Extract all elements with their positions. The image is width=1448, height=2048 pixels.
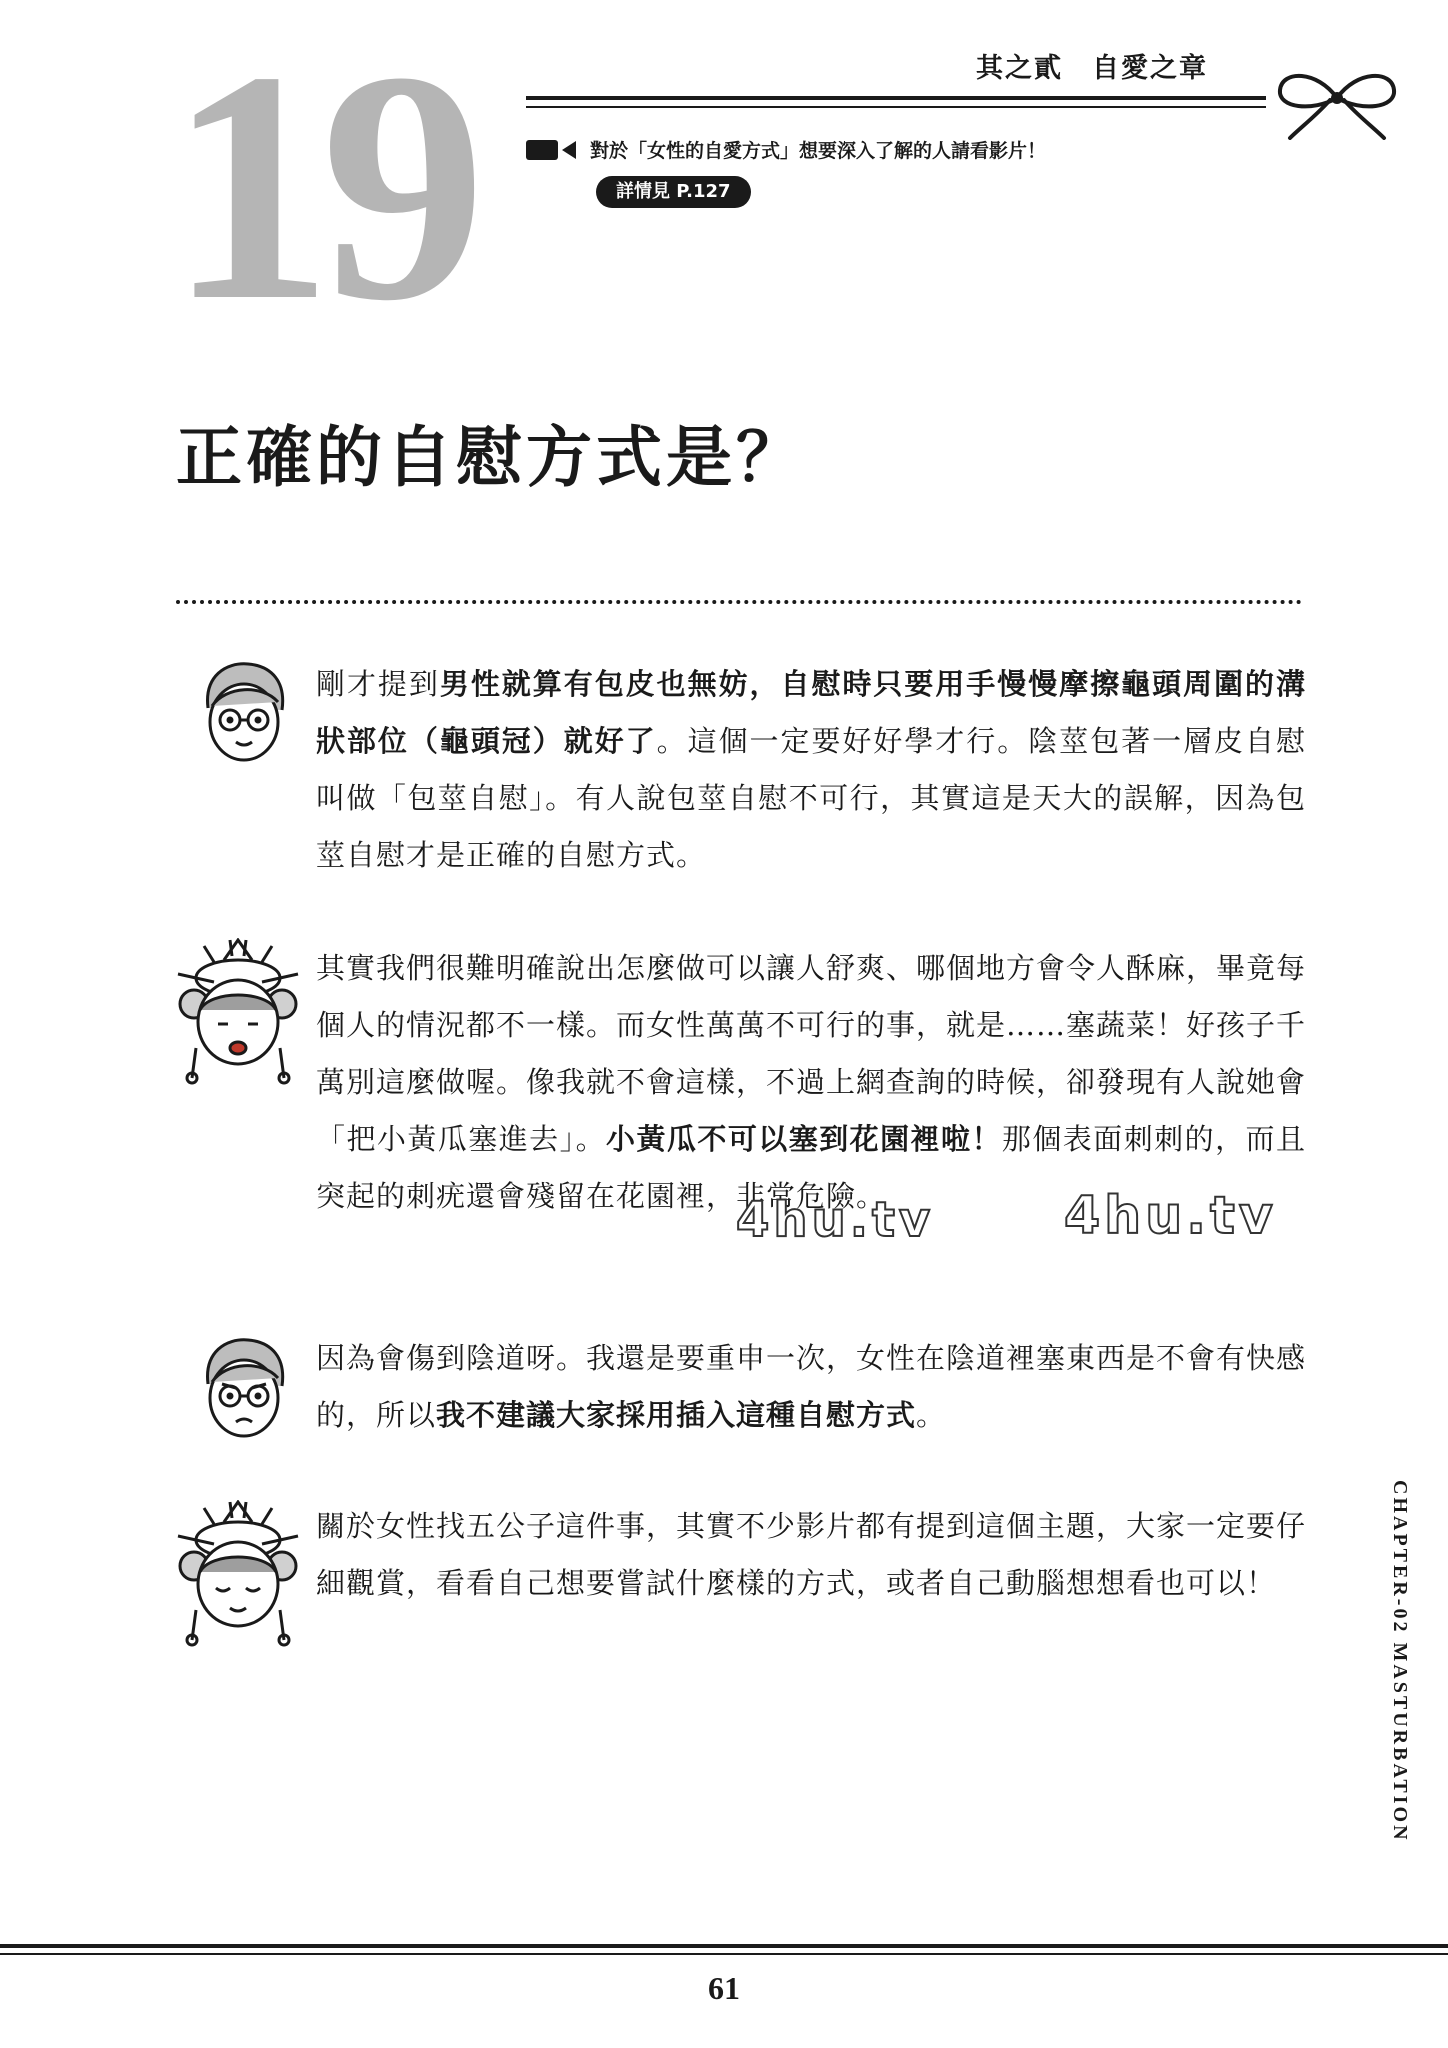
header-rule-thin — [526, 106, 1266, 108]
ribbon-bow-icon — [1272, 60, 1402, 140]
body-paragraph — [316, 1330, 1306, 1444]
watermark: 4hu.tv — [1064, 1186, 1277, 1246]
header-rule — [526, 96, 1266, 100]
chapter-number: 19 — [168, 4, 474, 369]
paragraph-emphasis: 我不建議大家採用插入這種自慰方式 — [436, 1398, 917, 1432]
watermark: 4hu.tv — [736, 1192, 935, 1248]
page-number: 61 — [708, 1970, 740, 2006]
man-with-glasses-avatar — [196, 656, 292, 766]
page-reference-badge: 詳情見 P.127 — [596, 176, 751, 208]
paragraph-text: 其實我們很難明確說出怎麼做可以讓人舒爽、哪個地方會令人酥麻，畢竟每個人的情況都不一樣。而女性萬萬不可行的事，就是……塞蔬菜！好孩子千萬別這麼做喔。像我就不會這樣，不過上網查詢的時候，卻發現有人說她會「把小黃瓜塞進去」。 — [316, 951, 1307, 1156]
paragraph-text: 。 — [916, 1398, 947, 1432]
body-paragraph — [316, 656, 1306, 884]
video-note: 對於「女性的自愛方式」想要深入了解的人請看影片！ — [590, 140, 1047, 162]
side-chapter-label: CHAPTER-02 MASTURBATION — [1389, 1480, 1411, 1843]
paragraph-text: 因為會傷到陰道呀。我還是要重申一次，女性在陰道裡塞東西是不會有快感的，所以 — [316, 1341, 1307, 1432]
woman-with-hair-ornament-avatar — [174, 938, 302, 1088]
paragraph-text: 剛才提到 — [316, 667, 440, 701]
body-paragraph — [316, 1498, 1306, 1612]
footer-rule — [0, 1944, 1448, 1948]
paragraph-text: 那個表面刺刺的，而且突起的刺疣還會殘留在花園裡，非常危險。 — [316, 1122, 1306, 1213]
woman-with-hair-ornament-calm-avatar — [174, 1500, 302, 1650]
paragraph-text: 關於女性找五公子這件事，其實不少影片都有提到這個主題，大家一定要仔細觀賞，看看自己想要嘗試什麼樣的方式，或者自己動腦想想看也可以！ — [316, 1509, 1307, 1600]
paragraph-emphasis: 男性就算有包皮也無妨，自慰時只要用手慢慢摩擦龜頭周圍的溝狀部位（龜頭冠）就好了 — [316, 667, 1306, 758]
paragraph-text: 。這個一定要好好學才行。陰莖包著一層皮自慰叫做「包莖自慰」。有人說包莖自慰不可行，其實這是天大的誤解，因為包莖自慰才是正確的自慰方式。 — [316, 724, 1306, 872]
paragraph-emphasis: 小黃瓜不可以塞到花園裡啦！ — [606, 1122, 1002, 1156]
man-with-glasses-worried-avatar — [196, 1332, 292, 1442]
video-camera-icon — [526, 138, 578, 162]
footer-rule-thin — [0, 1953, 1448, 1955]
body-paragraph — [316, 940, 1306, 1225]
section-label: 其之貳 自愛之章 — [976, 53, 1208, 84]
dotted-divider — [176, 600, 1302, 604]
page-title: 正確的自慰方式是？ — [176, 418, 806, 496]
